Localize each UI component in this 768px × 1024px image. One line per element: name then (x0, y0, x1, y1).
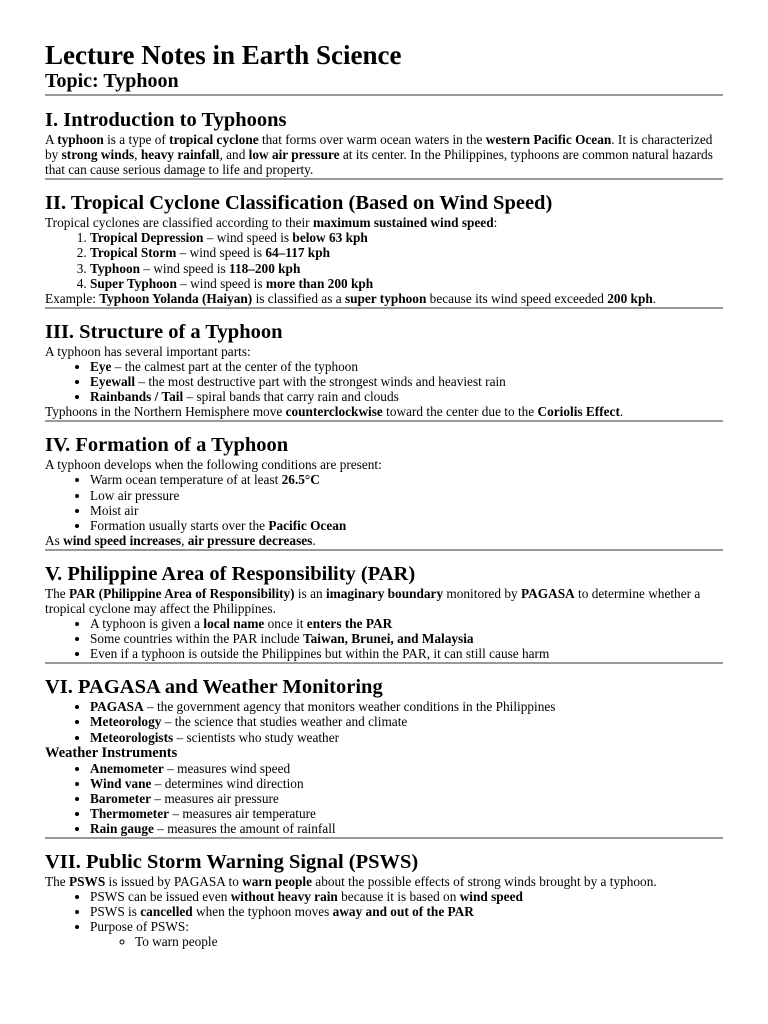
pagasa-list (45, 699, 723, 744)
psws-purpose-list (90, 934, 723, 949)
list-item: 1. Tropical Depression – wind speed is below 63 kph (90, 230, 723, 245)
bold-term: PAGASA (90, 699, 144, 715)
psws-list (45, 889, 723, 934)
bold-term: cancelled (140, 904, 193, 920)
bold-term: heavy rainfall (140, 147, 220, 163)
section-classification (45, 180, 723, 309)
bold-term: Pacific Ocean (268, 517, 347, 533)
section-heading: IV. Formation of a Typhoon (45, 434, 289, 457)
section-paragraph: A typhoon is a type of tropical cyclone that forms over warm ocean waters in the western Pacific Ocean. It is characterized by strong winds, heavy rainfall, and low air pressure at its center. In the Philippines, typhoons are common natural hazards that can cause serious damage to life and property. (45, 132, 713, 178)
list-item: • Rain gauge – measures the amount of rainfall (90, 821, 723, 836)
document-page (45, 40, 723, 950)
bold-term: away and out of the PAR (332, 904, 474, 920)
list-item: • Wind vane – determines wind direction (90, 776, 723, 791)
bold-term: 200 kph (607, 290, 653, 306)
section-psws (45, 839, 723, 949)
section-par (45, 551, 723, 664)
bold-term: enters the PAR (306, 616, 393, 632)
section-formation (45, 422, 723, 551)
list-item: ◦ To warn people (135, 934, 723, 949)
bold-term: wind speed (459, 889, 523, 905)
bold-term: Super Typhoon (90, 275, 177, 291)
section-heading: II. Tropical Cyclone Classification (Based on Wind Speed) (45, 192, 553, 215)
list-item: • Eyewall – the most destructive part with the strongest winds and heaviest rain (90, 374, 723, 389)
section-intro: The PAR (Philippine Area of Responsibility) is an imaginary boundary monitored by PAGASA to determine whether a tropical cyclone may affect the Philippines. (45, 585, 701, 616)
bold-term: below 63 kph (292, 230, 368, 246)
list-item: • PSWS can be issued even without heavy rain because it is based on wind speed (90, 889, 723, 904)
section-heading: I. Introduction to Typhoons (45, 109, 287, 131)
instruments-list (45, 761, 723, 836)
section-heading: VII. Public Storm Warning Signal (PSWS) (45, 851, 419, 874)
bold-term: counterclockwise (285, 404, 383, 420)
list-item: • Low air pressure (90, 488, 723, 503)
list-item: 2. Tropical Storm – wind speed is 64–117 kph (90, 245, 723, 260)
bold-term: Typhoon (90, 260, 141, 276)
list-item: • Eye – the calmest part at the center of the typhoon (90, 359, 723, 374)
bold-term: 118–200 kph (229, 260, 301, 276)
list-item: • Meteorologists – scientists who study weather (90, 730, 723, 745)
list-item: • Formation usually starts over the Pacific Ocean (90, 518, 723, 533)
bold-term: typhoon (57, 132, 104, 147)
section-heading: III. Structure of a Typhoon (45, 320, 283, 343)
bold-term: super typhoon (344, 290, 427, 306)
bold-term: air pressure decreases (187, 532, 313, 548)
bold-term: Typhoon Yolanda (Haiyan) (99, 290, 253, 306)
bold-term: Eye (90, 358, 112, 374)
bold-term: 64–117 kph (265, 245, 330, 261)
classification-example: Example: Typhoon Yolanda (Haiyan) is classified as a super typhoon because its wind speed exceeded 200 kph. (45, 290, 657, 306)
bold-term: imaginary boundary (325, 585, 444, 601)
bold-term: strong winds (61, 147, 135, 163)
bold-term: local name (203, 616, 265, 632)
bold-term: without heavy rain (230, 889, 338, 905)
list-item: • Purpose of PSWS: (90, 919, 723, 934)
bold-term: PAR (Philippine Area of Responsibility) (69, 585, 295, 601)
document-title: Lecture Notes in Earth Science (45, 40, 402, 70)
bold-term: Tropical Depression (90, 230, 204, 246)
structure-list (45, 359, 723, 404)
bold-term: wind speed increases (63, 532, 182, 548)
bold-term: Anemometer (90, 760, 164, 776)
section-heading: V. Philippine Area of Responsibility (PAR) (45, 562, 416, 585)
section-pagasa (45, 664, 723, 839)
bold-term: tropical cyclone (169, 132, 259, 147)
bold-term: more than 200 kph (265, 275, 374, 291)
bold-term: Tropical Storm (90, 245, 177, 261)
bold-term: Coriolis Effect (537, 404, 620, 420)
classification-list (45, 230, 723, 290)
list-item: • Barometer – measures air pressure (90, 791, 723, 806)
bold-term: maximum sustained wind speed (312, 215, 494, 231)
section-introduction (45, 97, 723, 180)
list-item: • PAGASA – the government agency that monitors weather conditions in the Philippines (90, 699, 723, 714)
list-item: • Meteorology – the science that studies weather and climate (90, 714, 723, 729)
section-structure (45, 309, 723, 422)
list-item: • Rainbands / Tail – spiral bands that carry rain and clouds (90, 389, 723, 404)
list-item: • Anemometer – measures wind speed (90, 761, 723, 776)
bold-term: low air pressure (248, 147, 340, 163)
list-item: • Thermometer – measures air temperature (90, 806, 723, 821)
document-topic: Topic: Typhoon (45, 70, 723, 96)
section-intro: Tropical cyclones are classified according to their maximum sustained wind speed: (45, 215, 498, 231)
bold-term: Rain gauge (90, 821, 154, 836)
list-item: • A typhoon is given a local name once it enters the PAR (90, 616, 723, 631)
bold-term: Taiwan, Brunei, and Malaysia (302, 631, 474, 647)
bold-term: warn people (242, 874, 312, 890)
instruments-subheading: Weather Instruments (45, 744, 178, 761)
section-intro: The PSWS is issued by PAGASA to warn people about the possible effects of strong winds brought by a typhoon. (45, 874, 657, 890)
list-item: 4. Super Typhoon – wind speed is more than 200 kph (90, 276, 723, 291)
formation-list (45, 472, 723, 532)
section-outro: As wind speed increases, air pressure decreases. (45, 532, 316, 548)
list-item: • Warm ocean temperature of at least 26.5°C (90, 472, 723, 487)
bold-term: Eyewall (90, 374, 136, 390)
list-item: 3. Typhoon – wind speed is 118–200 kph (90, 261, 723, 276)
section-heading: VI. PAGASA and Weather Monitoring (45, 676, 383, 699)
bold-term: Barometer (90, 790, 152, 806)
bold-term: Meteorology (90, 714, 162, 730)
section-outro: Typhoons in the Northern Hemisphere move counterclockwise toward the center due to the Coriolis Effect. (45, 404, 624, 420)
list-item: • Moist air (90, 503, 723, 518)
bold-term: Thermometer (90, 805, 170, 821)
bold-term: Rainbands / Tail (90, 389, 184, 405)
section-intro: A typhoon develops when the following conditions are present: (45, 457, 382, 473)
bold-term: western Pacific Ocean (485, 132, 612, 147)
list-item: • Even if a typhoon is outside the Philippines but within the PAR, it can still cause harm (90, 646, 723, 661)
bold-term: Meteorologists (90, 729, 174, 745)
list-item: • PSWS is cancelled when the typhoon moves away and out of the PAR (90, 904, 723, 919)
par-list (45, 616, 723, 661)
bold-term: PAGASA (521, 585, 575, 601)
list-item: • Some countries within the PAR include Taiwan, Brunei, and Malaysia (90, 631, 723, 646)
bold-term: PSWS (69, 874, 106, 890)
bold-term: 26.5°C (281, 472, 320, 488)
section-intro: A typhoon has several important parts: (45, 343, 251, 359)
bold-term: Wind vane (90, 775, 152, 791)
